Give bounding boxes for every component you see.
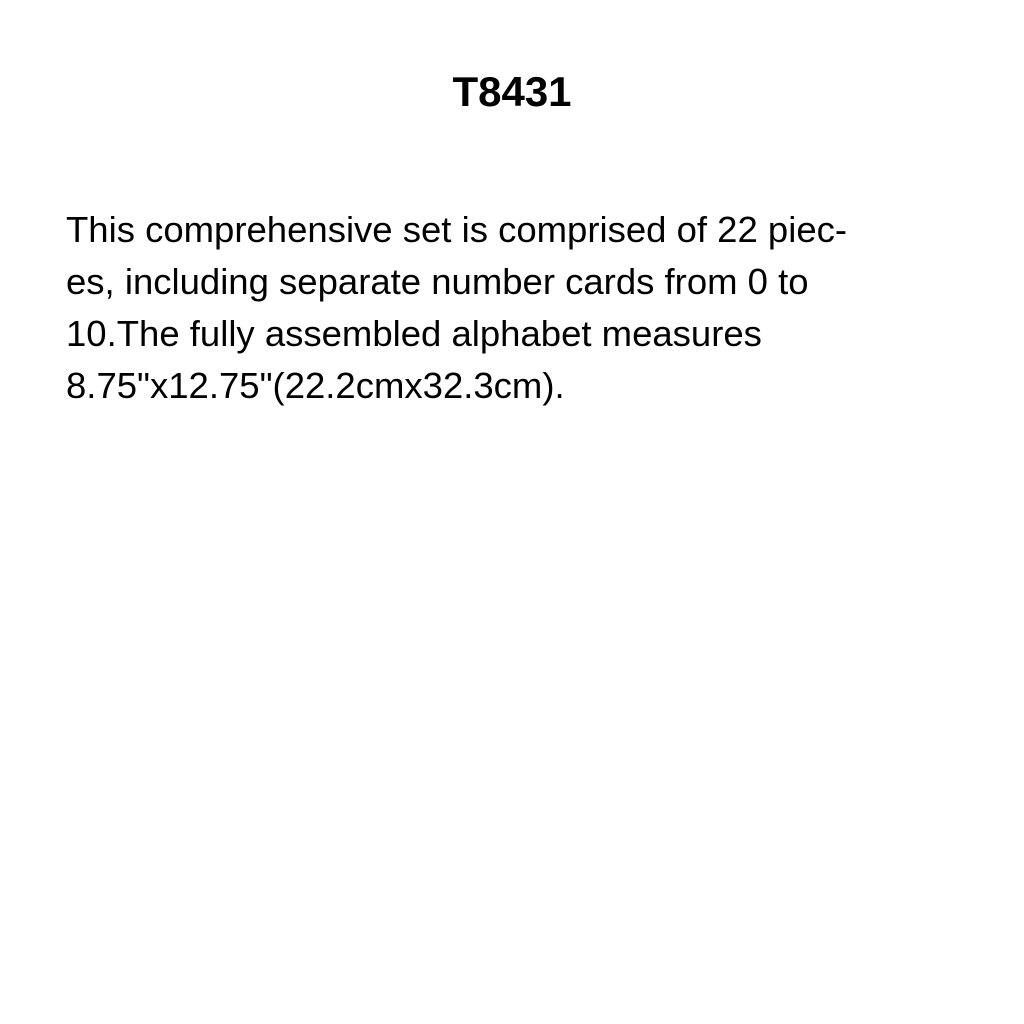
description-paragraph [66,204,956,412]
description-line: 10.The fully assembled alphabet measures [66,313,762,354]
description-line: This comprehensive set is comprised of 22 piec- [66,209,848,250]
description-line: 8.75"x12.75"(22.2cmx32.3cm). [66,365,565,406]
description-line: es, including separate number cards from 0 to [66,261,809,302]
document-title: T8431 [452,68,572,115]
